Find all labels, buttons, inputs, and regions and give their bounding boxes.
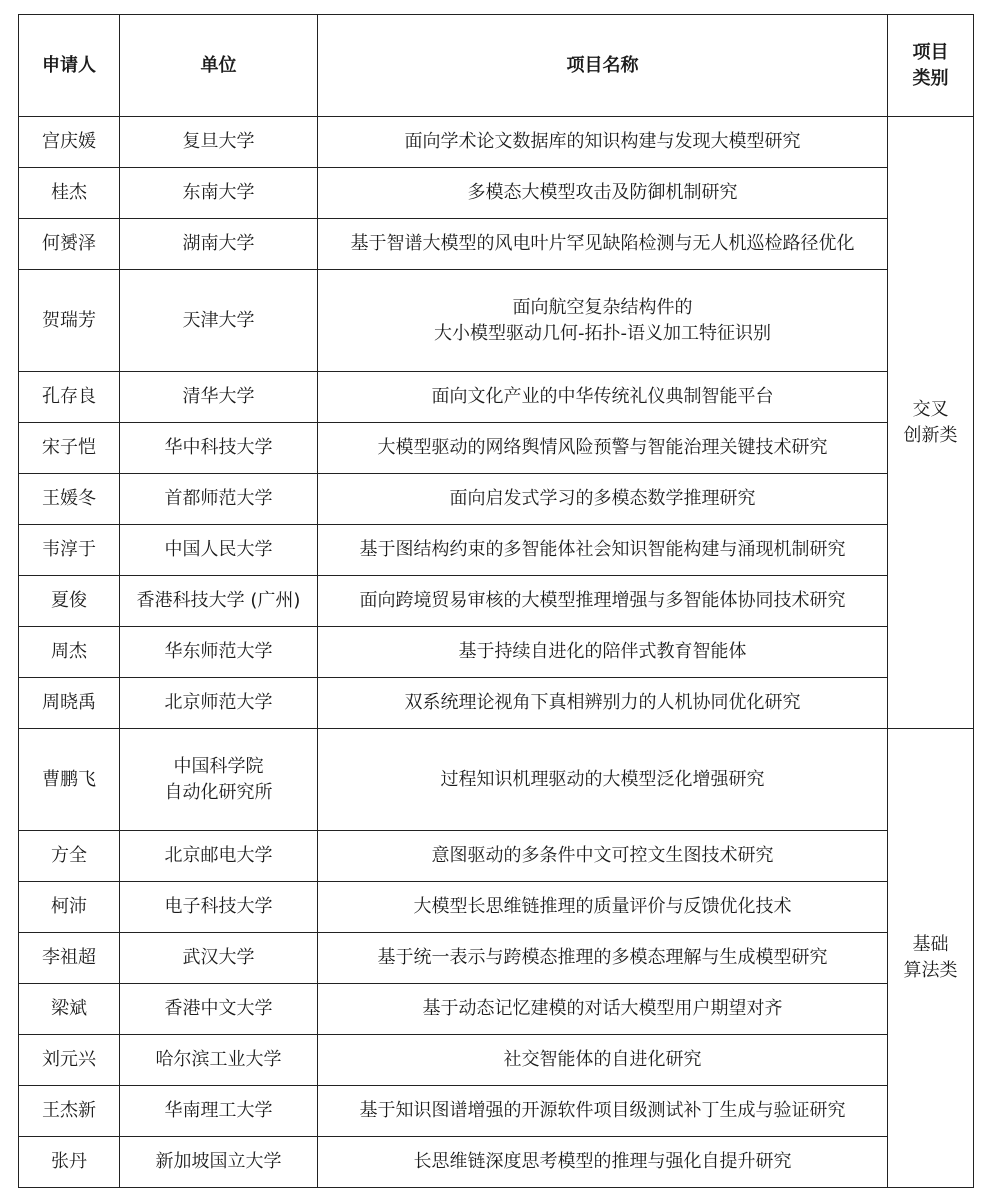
applicant-cell: 孔存良 [19, 372, 120, 423]
project-cell: 双系统理论视角下真相辨别力的人机协同优化研究 [318, 678, 888, 729]
unit-line2: 自动化研究所 [164, 781, 273, 803]
unit-cell: 首都师范大学 [120, 474, 318, 525]
unit-cell: 北京师范大学 [120, 678, 318, 729]
unit-cell: 电子科技大学 [120, 882, 318, 933]
project-line1: 面向航空复杂结构件的 [512, 296, 693, 318]
header-category-line2: 类别 [912, 67, 949, 89]
category-cross-line1: 交叉 [912, 398, 949, 420]
project-cell: 基于持续自进化的陪伴式教育智能体 [318, 627, 888, 678]
unit-cell: 新加坡国立大学 [120, 1137, 318, 1188]
project-cell: 大模型长思维链推理的质量评价与反馈优化技术 [318, 882, 888, 933]
table-row [19, 525, 974, 576]
unit-cell: 天津大学 [120, 270, 318, 372]
table-row [19, 576, 974, 627]
project-cell: 面向启发式学习的多模态数学推理研究 [318, 474, 888, 525]
table-row [19, 831, 974, 882]
applicant-cell: 张丹 [19, 1137, 120, 1188]
applicant-cell: 李祖超 [19, 933, 120, 984]
table-row [19, 117, 974, 168]
unit-cell: 哈尔滨工业大学 [120, 1035, 318, 1086]
applicant-cell: 王杰新 [19, 1086, 120, 1137]
header-category [888, 15, 974, 117]
project-cell: 面向文化产业的中华传统礼仪典制智能平台 [318, 372, 888, 423]
applicant-cell: 王媛冬 [19, 474, 120, 525]
project-cell: 基于动态记忆建模的对话大模型用户期望对齐 [318, 984, 888, 1035]
applicant-cell: 方全 [19, 831, 120, 882]
applicant-cell: 周晓禹 [19, 678, 120, 729]
applicant-cell: 何赟泽 [19, 219, 120, 270]
table-row [19, 882, 974, 933]
project-cell: 大模型驱动的网络舆情风险预警与智能治理关键技术研究 [318, 423, 888, 474]
project-cell: 基于知识图谱增强的开源软件项目级测试补丁生成与验证研究 [318, 1086, 888, 1137]
unit-cell: 东南大学 [120, 168, 318, 219]
unit-line1: 中国科学院 [173, 755, 264, 777]
unit-cell: 湖南大学 [120, 219, 318, 270]
unit-cell [120, 729, 318, 831]
project-cell: 意图驱动的多条件中文可控文生图技术研究 [318, 831, 888, 882]
project-cell [318, 270, 888, 372]
project-cell: 基于统一表示与跨模态推理的多模态理解与生成模型研究 [318, 933, 888, 984]
table-row [19, 270, 974, 372]
unit-cell: 华中科技大学 [120, 423, 318, 474]
header-category-line1: 项目 [912, 41, 949, 63]
applicant-cell: 周杰 [19, 627, 120, 678]
unit-cell: 香港科技大学 (广州) [120, 576, 318, 627]
unit-cell: 华东师范大学 [120, 627, 318, 678]
applicant-cell: 曹鹏飞 [19, 729, 120, 831]
header-project: 项目名称 [318, 15, 888, 117]
category-basic-line2: 算法类 [903, 960, 958, 981]
project-cell: 面向跨境贸易审核的大模型推理增强与多智能体协同技术研究 [318, 576, 888, 627]
project-cell: 基于智谱大模型的风电叶片罕见缺陷检测与无人机巡检路径优化 [318, 219, 888, 270]
category-basic-line1: 基础 [912, 934, 949, 955]
header-row [19, 15, 974, 117]
table-row [19, 474, 974, 525]
table-row [19, 168, 974, 219]
project-table [18, 14, 974, 1188]
project-cell: 长思维链深度思考模型的推理与强化自提升研究 [318, 1137, 888, 1188]
category-cross-line2: 创新类 [903, 424, 958, 446]
unit-cell: 北京邮电大学 [120, 831, 318, 882]
applicant-cell: 韦淳于 [19, 525, 120, 576]
applicant-cell: 梁斌 [19, 984, 120, 1035]
applicant-cell: 桂杰 [19, 168, 120, 219]
project-cell: 基于图结构约束的多智能体社会知识智能构建与涌现机制研究 [318, 525, 888, 576]
applicant-cell: 宋子恺 [19, 423, 120, 474]
table-row [19, 372, 974, 423]
table-row [19, 729, 974, 831]
table-row [19, 423, 974, 474]
unit-cell: 香港中文大学 [120, 984, 318, 1035]
table-row [19, 219, 974, 270]
unit-cell: 华南理工大学 [120, 1086, 318, 1137]
unit-cell: 清华大学 [120, 372, 318, 423]
applicant-cell: 夏俊 [19, 576, 120, 627]
header-unit: 单位 [120, 15, 318, 117]
table-row [19, 984, 974, 1035]
unit-cell: 中国人民大学 [120, 525, 318, 576]
applicant-cell: 刘元兴 [19, 1035, 120, 1086]
header-applicant: 申请人 [19, 15, 120, 117]
project-line2: 大小模型驱动几何-拓扑-语义加工特征识别 [434, 322, 771, 344]
category-cell-basic [888, 729, 974, 1188]
table-row [19, 1086, 974, 1137]
applicant-cell: 贺瑞芳 [19, 270, 120, 372]
category-cell-cross [888, 117, 974, 729]
applicant-cell: 柯沛 [19, 882, 120, 933]
table-row [19, 933, 974, 984]
project-cell: 社交智能体的自进化研究 [318, 1035, 888, 1086]
unit-cell: 复旦大学 [120, 117, 318, 168]
table-row [19, 1035, 974, 1086]
project-cell: 过程知识机理驱动的大模型泛化增强研究 [318, 729, 888, 831]
table-row [19, 1137, 974, 1188]
applicant-cell: 宫庆媛 [19, 117, 120, 168]
project-cell: 多模态大模型攻击及防御机制研究 [318, 168, 888, 219]
table-row [19, 678, 974, 729]
unit-cell: 武汉大学 [120, 933, 318, 984]
project-cell: 面向学术论文数据库的知识构建与发现大模型研究 [318, 117, 888, 168]
table-row [19, 627, 974, 678]
